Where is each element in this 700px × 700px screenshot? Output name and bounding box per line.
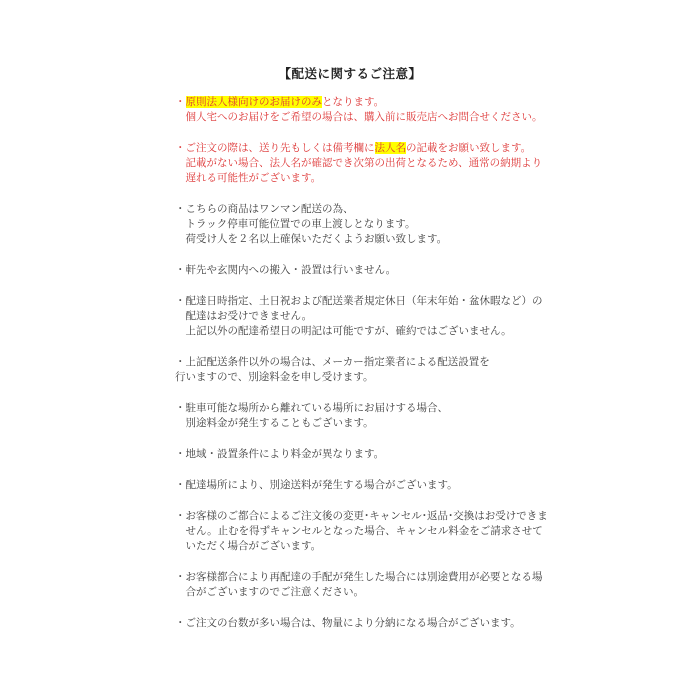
notice-block	[175, 616, 555, 631]
notice-text: 地域・設置条件により料金が異なります。	[185, 448, 385, 460]
notice-line	[175, 616, 555, 631]
notice-block	[175, 294, 555, 339]
notice-title: 【配送に関するご注意】	[278, 67, 422, 81]
notice-text: 配達はお受けできません。	[185, 310, 313, 322]
notice-line	[175, 416, 555, 431]
notice-text: となります。	[322, 96, 385, 108]
bullet-marker: ・	[175, 402, 186, 414]
bullet-marker: ・	[175, 356, 186, 368]
notice-text: お客様のご都合によるご注文後の変更･キャンセル･返品･交換はお受けできま	[185, 510, 548, 522]
notice-line	[175, 309, 555, 324]
bullet-marker: ・	[175, 203, 186, 215]
bullet-marker: ・	[175, 510, 186, 522]
notice-line	[175, 324, 555, 339]
notice-block	[175, 509, 555, 554]
notice-text: 合がございますのでご注意ください。	[185, 586, 364, 598]
notice-line	[175, 509, 555, 524]
highlighted-text: 原則法人様向けのお届けのみ	[185, 96, 322, 108]
notice-line	[175, 110, 555, 125]
notice-line	[175, 401, 555, 416]
notice-line	[175, 370, 555, 385]
notice-line	[175, 217, 555, 232]
bullet-marker: ・	[175, 142, 186, 154]
notice-line	[175, 570, 555, 585]
notice-line	[175, 478, 555, 493]
notice-text: 行いますので、別途料金を申し受けます。	[175, 371, 374, 383]
notice-line	[175, 141, 555, 156]
notice-line	[175, 95, 555, 110]
notice-line	[175, 294, 555, 309]
bullet-marker: ・	[175, 448, 186, 460]
notice-text: お客様都合により再配達の手配が発生した場合には別途費用が必要となる場	[185, 571, 543, 583]
notice-text: の記載をお願い致します。	[406, 142, 532, 154]
notice-text: 上記以外の配達希望日の明記は可能ですが、確約ではございません。	[185, 325, 512, 337]
notice-line	[175, 539, 555, 554]
notice-block	[175, 355, 555, 385]
bullet-marker: ・	[175, 479, 186, 491]
notice-block	[175, 447, 555, 462]
notice-line	[175, 202, 555, 217]
notice-text: こちらの商品はワンマン配送の為、	[185, 203, 354, 215]
notice-block	[175, 141, 555, 186]
notice-text: トラック停車可能位置での車上渡しとなります。	[185, 218, 416, 230]
notice-line	[175, 447, 555, 462]
notice-text: ご注文の台数が多い場合は、物量により分納になる場合がございます。	[185, 617, 521, 629]
notice-text: 配達場所により、別途送料が発生する場合がございます。	[185, 479, 458, 491]
notice-line	[175, 156, 555, 171]
notice-block	[175, 263, 555, 278]
notice-text: 軒先や玄関内への搬入・設置は行いません。	[185, 264, 397, 276]
notice-line	[175, 232, 555, 247]
notice-line	[175, 524, 555, 539]
notice-block	[175, 95, 555, 125]
notice-block	[175, 202, 555, 247]
notice-line	[175, 355, 555, 370]
notice-line	[175, 263, 555, 278]
notice-block	[175, 401, 555, 431]
notice-text: 遅れる可能性がございます。	[185, 172, 322, 184]
notice-text: 荷受け人を２名以上確保いただくようお願い致します。	[185, 233, 448, 245]
notice-block	[175, 478, 555, 493]
notice-text: ご注文の際は、送り先もしくは備考欄に	[185, 142, 375, 154]
bullet-marker: ・	[175, 571, 186, 583]
bullet-marker: ・	[175, 295, 186, 307]
bullet-marker: ・	[175, 96, 186, 108]
notice-text: 別途料金が発生することもございます。	[185, 417, 374, 429]
notice-text: 配達日時指定、土日祝および配送業者規定休日（年末年始・盆休暇など）の	[185, 295, 543, 307]
highlighted-text: 法人名	[374, 142, 406, 154]
notice-body	[175, 95, 555, 647]
notice-block	[175, 570, 555, 600]
notice-text: いただく場合がございます。	[185, 540, 322, 552]
notice-text: 上記配送条件以外の場合は、メーカー指定業者による配送設置を	[185, 356, 490, 368]
bullet-marker: ・	[175, 264, 186, 276]
notice-line	[175, 585, 555, 600]
notice-text: 記載がない場合、法人名が確認でき次第の出荷となるため、通常の納期より	[185, 157, 543, 169]
notice-text: せん。止むを得ずキャンセルとなった場合、キャンセル料金をご請求させて	[185, 525, 543, 537]
notice-text: 個人宅へのお届けをご希望の場合は、購入前に販売店へお問合せください。	[185, 111, 543, 123]
notice-text: 駐車可能な場所から離れている場所にお届けする場合、	[185, 402, 448, 414]
bullet-marker: ・	[175, 617, 186, 629]
notice-line	[175, 171, 555, 186]
